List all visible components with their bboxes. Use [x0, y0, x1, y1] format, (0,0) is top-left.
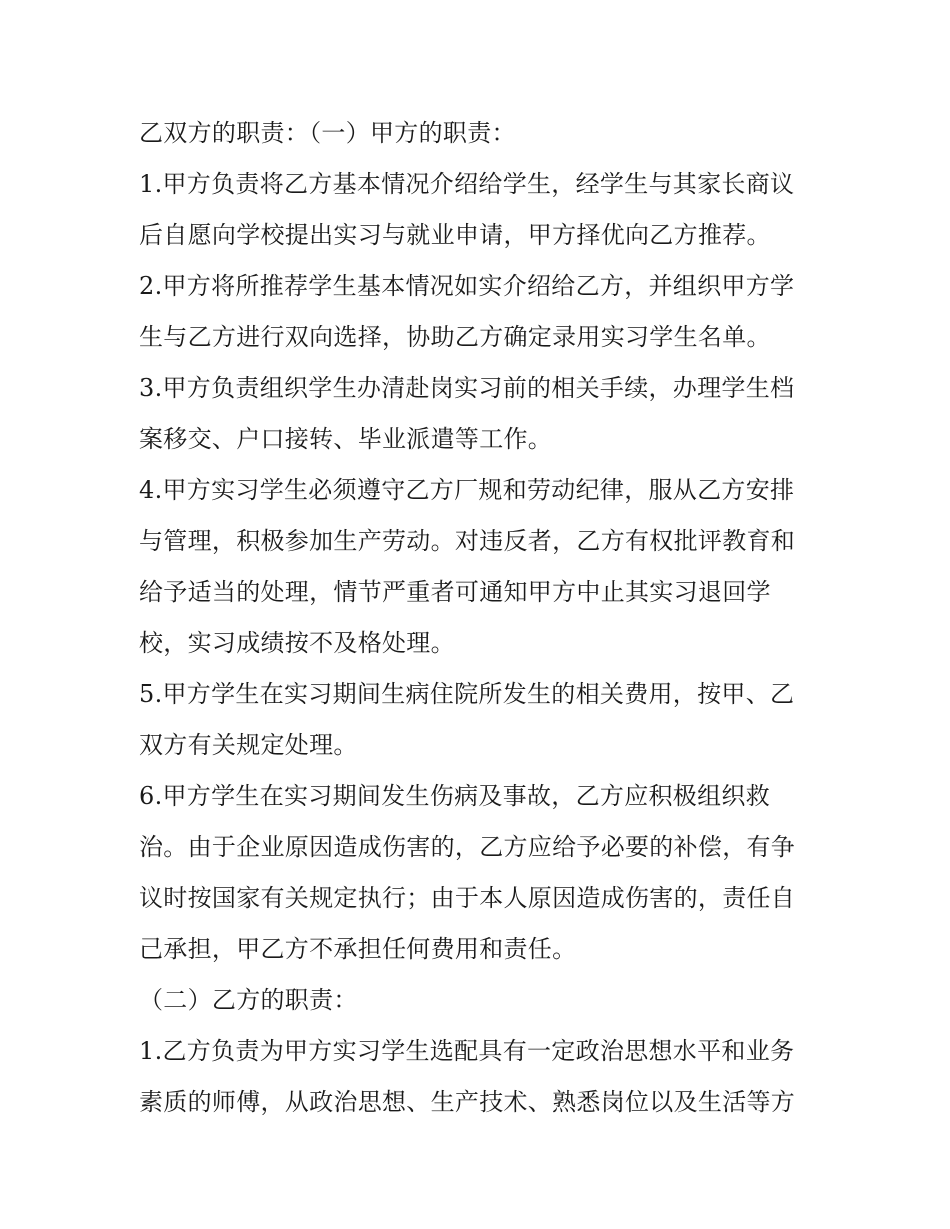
text-line: 1.甲方负责将乙方基本情况介绍给学生，经学生与其家长商议	[139, 170, 795, 198]
text-line: 治。由于企业原因造成伤害的，乙方应给予必要的补偿，有争	[139, 833, 796, 861]
text-line: 与管理，积极参加生产劳动。对违反者，乙方有权批评教育和	[139, 527, 796, 555]
text-line: （二）乙方的职责：	[139, 986, 358, 1014]
text-line: 5.甲方学生在实习期间生病住院所发生的相关费用，按甲、乙	[139, 680, 795, 708]
text-line: 后自愿向学校提出实习与就业申请，甲方择优向乙方推荐。	[139, 221, 771, 249]
text-line: 乙双方的职责：（一）甲方的职责：	[139, 119, 516, 147]
text-line: 议时按国家有关规定执行；由于本人原因造成伤害的，责任自	[139, 884, 796, 912]
text-line: 给予适当的处理，情节严重者可通知甲方中止其实习退回学	[139, 578, 771, 606]
text-line: 4.甲方实习学生必须遵守乙方厂规和劳动纪律，服从乙方安排	[139, 476, 795, 504]
text-line: 1.乙方负责为甲方实习学生选配具有一定政治思想水平和业务	[139, 1037, 795, 1065]
text-line: 3.甲方负责组织学生办清赴岗实习前的相关手续，办理学生档	[139, 374, 795, 402]
text-line: 案移交、户口接转、毕业派遣等工作。	[139, 425, 553, 453]
text-line: 生与乙方进行双向选择，协助乙方确定录用实习学生名单。	[139, 323, 771, 351]
text-line: 6.甲方学生在实习期间发生伤病及事故，乙方应积极组织救	[139, 782, 770, 810]
text-line: 校，实习成绩按不及格处理。	[139, 629, 455, 657]
document-body	[139, 108, 829, 1128]
text-line: 双方有关规定处理。	[139, 731, 358, 759]
text-line: 素质的师傅，从政治思想、生产技术、熟悉岗位以及生活等方	[139, 1088, 796, 1116]
text-line: 2.甲方将所推荐学生基本情况如实介绍给乙方，并组织甲方学	[139, 272, 795, 300]
text-line: 己承担，甲乙方不承担任何费用和责任。	[139, 935, 577, 963]
